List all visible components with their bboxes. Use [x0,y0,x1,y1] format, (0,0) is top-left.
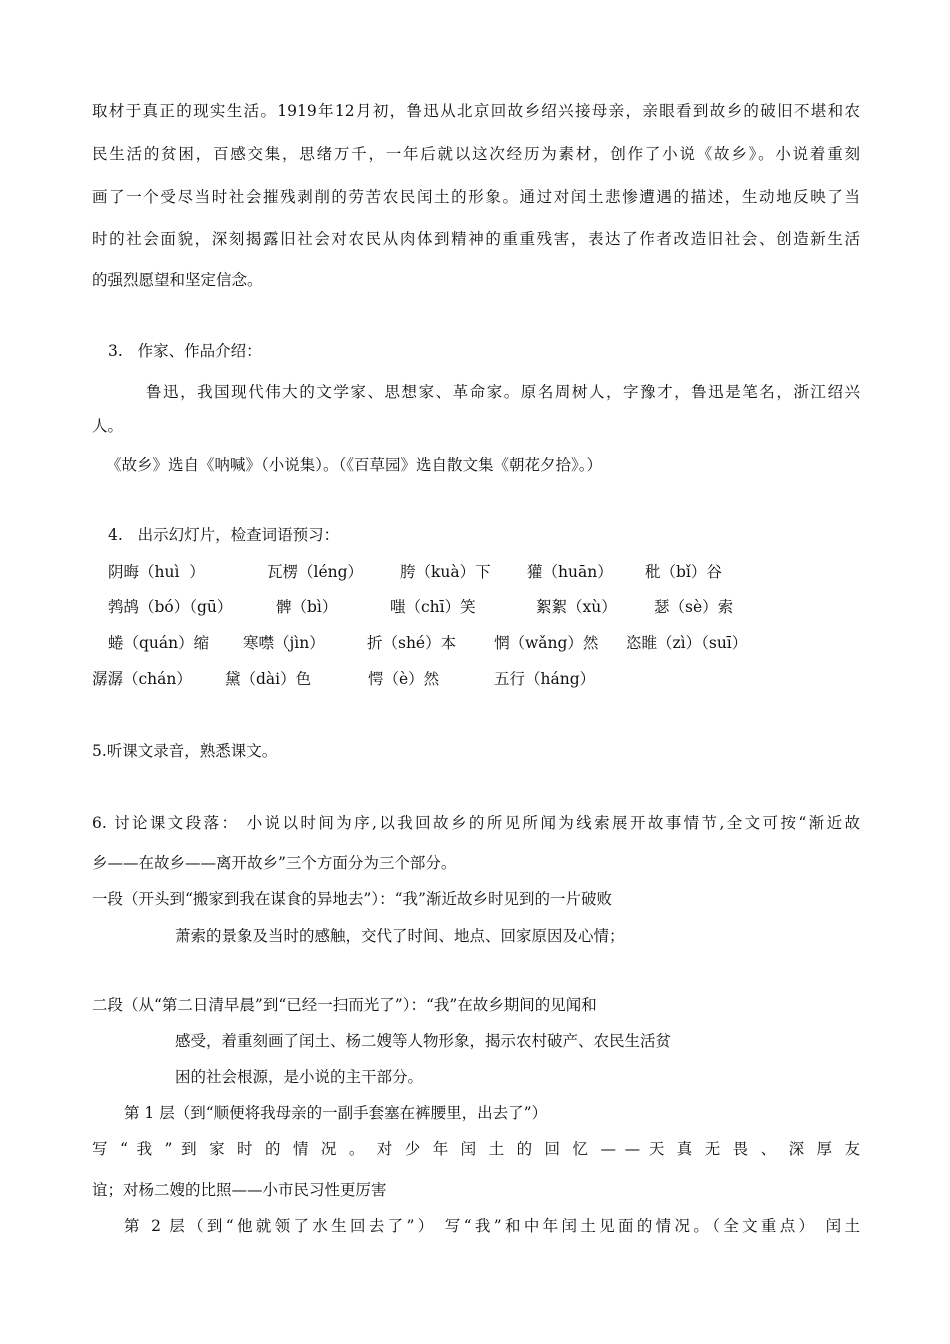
vocab-item: 惘（wǎng）然 [494,634,599,652]
vocab-item: 寒噤（jìn） [243,634,325,652]
vocab-item: 瑟（sè）索 [654,598,734,616]
vocab-item: 蜷（quán）缩 [108,634,210,652]
vocab-item: 折（shé）本 [367,634,457,652]
paragraph-line: 困的社会根源，是小说的主干部分。 [175,1068,424,1086]
paragraph-line: 感受，着重刻画了闰土、杨二嫂等人物形象，揭示农村破产、农民生活贫 [175,1032,672,1050]
paragraph-line: 乡——在故乡——离开故乡”三个方面分为三个部分。 [92,854,457,872]
paragraph-line: 谊；对杨二嫂的比照——小市民习性更厉害 [92,1181,387,1199]
vocab-item: 阴晦（huì ） [108,563,205,581]
layer-heading: 第 1 层（到“顺便将我母亲的一副手套塞在裤腰里，出去了”） [124,1104,548,1122]
vocab-item: 獾（huān） [527,563,613,581]
paragraph-line: 萧索的景象及当时的感触，交代了时间、地点、回家原因及心情； [175,927,625,945]
vocab-item: 髀（bì） [276,598,338,616]
paragraph-line: 一段（开头到“搬家到我在谋食的异地去”）：“我”渐近故乡时见到的一片破败 [92,890,612,908]
paragraph-line: 鲁迅，我国现代伟大的文学家、思想家、革命家。原名周树人，字豫才，鲁迅是笔名，浙江绍兴 [146,383,860,401]
paragraph-line: 民生活的贫困，百感交集，思绪万千，一年后就以这次经历为素材，创作了小说《故乡》。小说着重刻 [92,145,860,163]
vocab-item: 恣睢（zì）（suī） [626,634,748,652]
paragraph-line: 人。 [92,417,124,435]
paragraph-line: 《故乡》选自《呐喊》（小说集）。（《百草园》选自散文集《朝花夕拾》。） [106,456,603,474]
vocab-item: 胯（kuà）下 [400,563,491,581]
vocab-item: 秕（bǐ）谷 [645,563,722,581]
section-heading: 3. 作家、作品介绍： [108,342,262,360]
vocab-item: 鹁鸪（bó）（gū） [108,598,233,616]
paragraph-line: 时的社会面貌，深刻揭露旧社会对农民从肉体到精神的重重残害，表达了作者改造旧社会、创造新生活 [92,230,860,248]
paragraph-line: 的强烈愿望和坚定信念。 [92,271,263,289]
vocab-item: 愕（è）然 [368,670,440,688]
paragraph-line: 写 “ 我 ” 到 家 时 的 情 况 。 对 少 年 闰 土 的 回 忆 — — 天 真 无 畏 、 深 厚 友 [92,1140,860,1158]
vocab-item: 絮絮（xù） [536,598,617,616]
vocab-item: 瓦楞（léng） [267,563,364,581]
paragraph-line: 二段（从“第二日清早晨”到“已经一扫而光了”）：“我”在故乡期间的见闻和 [92,996,597,1014]
vocab-item: 潺潺（chán） [92,670,192,688]
section-heading: 5.听课文录音，熟悉课文。 [92,742,278,760]
section-heading: 6. 讨论课文段落： 小说以时间为序,以我回故乡的所见所闻为线索展开故事情节,全文可按“渐近故 [92,814,860,832]
vocab-item: 嗤（chī）笑 [390,598,476,616]
paragraph-line: 取材于真正的现实生活。1919年12月初，鲁迅从北京回故乡绍兴接母亲，亲眼看到故乡的破旧不堪和农 [92,102,860,120]
layer-heading: 第 2 层（到“他就领了水生回去了”） 写“我”和中年闰土见面的情况。（全文重点） 闰土 [124,1217,860,1235]
section-heading: 4. 出示幻灯片，检查词语预习： [108,526,340,544]
vocab-item: 五行（háng） [494,670,596,688]
vocab-item: 黛（dài）色 [225,670,312,688]
paragraph-line: 画了一个受尽当时社会摧残剥削的劳苦农民闰土的形象。通过对闰土悲惨遭遇的描述，生动地反映了当 [92,188,860,206]
